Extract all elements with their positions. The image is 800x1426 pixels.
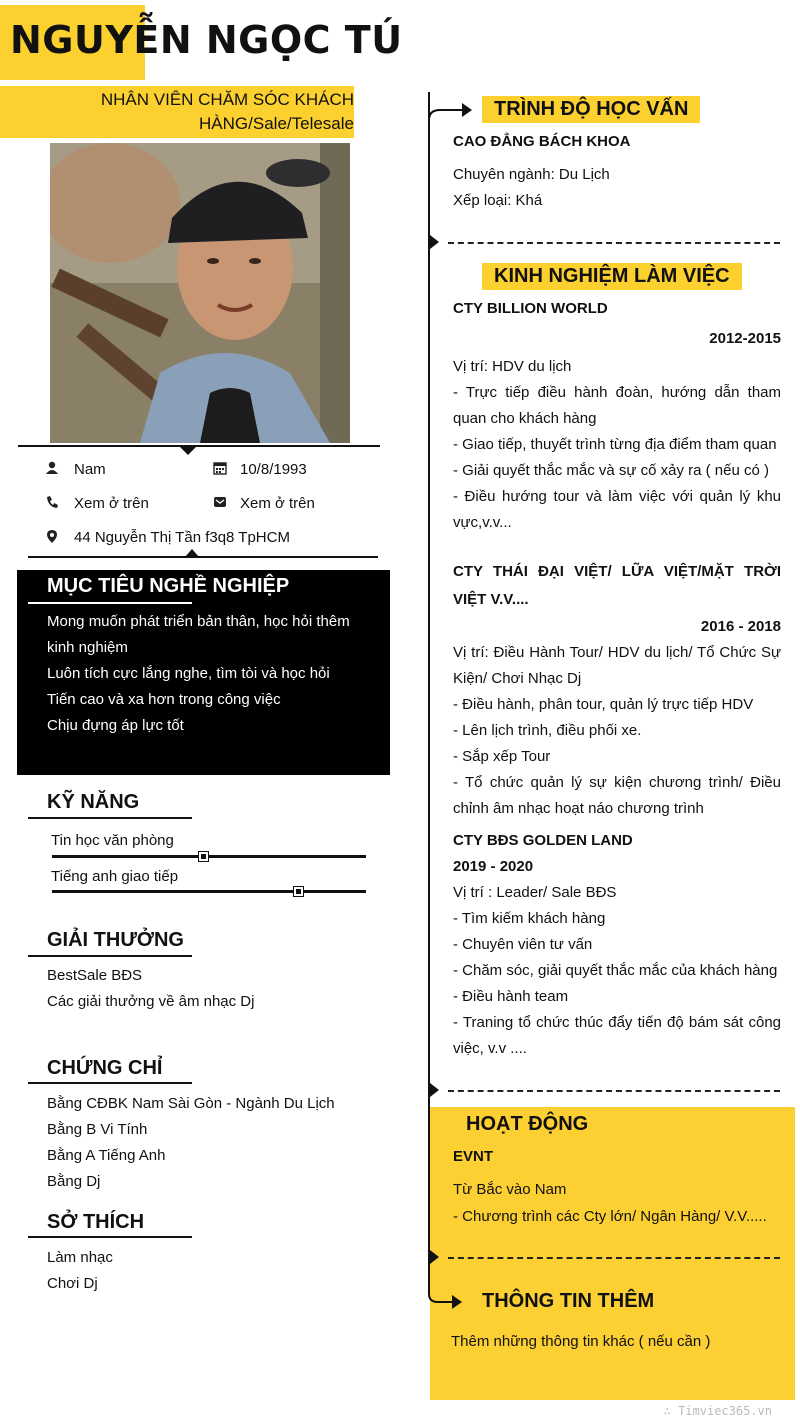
- job-title-line-1: NHÂN VIÊN CHĂM SÓC KHÁCH: [100, 90, 354, 109]
- skill-label: Tin học văn phòng: [51, 832, 174, 849]
- experience-job-1: [453, 296, 781, 536]
- objective-line: Luôn tích cực lắng nghe, tìm tòi và học hỏi: [47, 665, 330, 682]
- certificates-title: CHỨNG CHỈ: [47, 1057, 163, 1079]
- hobby-item: Làm nhạc: [47, 1249, 113, 1266]
- skill-bar: [52, 890, 366, 893]
- additional-info-title: THÔNG TIN THÊM: [482, 1290, 655, 1312]
- objective-line: Chịu đựng áp lực tốt: [47, 717, 184, 734]
- job-company: CTY THÁI ĐẠI VIỆT/ LỮA VIỆT/MẶT TRỜI VIỆT V.V....: [453, 563, 781, 608]
- timeline-end-arrow-icon: [428, 1280, 464, 1310]
- job-company: CTY BĐS GOLDEN LAND: [453, 832, 633, 849]
- award-item: BestSale BĐS: [47, 967, 143, 984]
- info-top-line: [18, 445, 380, 447]
- job-duty: - Traning tổ chức thúc đẩy tiến độ bám sát công việc, v.v ....: [453, 1014, 781, 1057]
- awards-title-underline: [28, 955, 192, 957]
- job-period: 2019 - 2020: [453, 858, 534, 875]
- objective-title: MỤC TIÊU NGHỀ NGHIỆP: [47, 575, 290, 597]
- profile-photo: [50, 143, 350, 443]
- watermark: [664, 1404, 772, 1418]
- education-major: Chuyên ngành: Du Lịch: [453, 166, 610, 183]
- skill-bar: [52, 855, 366, 858]
- skill-level-marker: [293, 886, 304, 897]
- experience-job-2: [453, 558, 781, 822]
- certificates-list: [47, 1091, 335, 1195]
- job-period: 2016 - 2018: [700, 618, 781, 635]
- job-position: Vị trí: HDV du lịch: [453, 358, 572, 375]
- phone-icon: [45, 495, 59, 509]
- job-period: 2012-2015: [709, 330, 781, 347]
- timeline-arrow-icon: [428, 98, 474, 122]
- objective-line: Mong muốn phát triển bản thân, học hỏi thêm: [47, 613, 350, 630]
- hobby-item: Chơi Dj: [47, 1275, 98, 1292]
- certificates-title-underline: [28, 1082, 192, 1084]
- job-company: CTY BILLION WORLD: [453, 300, 608, 317]
- hobbies-title-underline: [28, 1236, 192, 1238]
- awards-title: GIẢI THƯỞNG: [47, 929, 184, 951]
- additional-info-text: Thêm những thông tin khác ( nếu cần ): [451, 1333, 711, 1350]
- address-value: 44 Nguyễn Thị Tần f3q8 TpHCM: [74, 529, 290, 546]
- job-duty: - Tìm kiếm khách hàng: [453, 910, 606, 927]
- certificate-item: Bằng A Tiếng Anh: [47, 1147, 166, 1164]
- skill-level-marker: [198, 851, 209, 862]
- gender-value: Nam: [74, 461, 106, 478]
- email-value: Xem ở trên: [240, 495, 315, 512]
- education-title: TRÌNH ĐỘ HỌC VẤN: [482, 96, 700, 123]
- award-item: Các giải thưởng về âm nhạc Dj: [47, 993, 255, 1010]
- objective-line: Tiến cao và xa hơn trong công việc: [47, 691, 281, 708]
- objective-list: [47, 609, 377, 739]
- job-duty: - Tổ chức quản lý sự kiện chương trình/ Điều chỉnh âm nhạc hoạt náo chương trình: [453, 774, 781, 817]
- section-divider: [448, 1090, 780, 1092]
- candidate-name: NGUYỄN NGỌC TÚ: [10, 18, 403, 62]
- hobbies-title: SỞ THÍCH: [47, 1211, 145, 1233]
- calendar-icon: [213, 461, 227, 475]
- job-duty: - Giao tiếp, thuyết trình từng địa điểm tham quan: [453, 436, 777, 453]
- email-icon: [213, 495, 227, 509]
- experience-job-3: [453, 828, 781, 1062]
- skills-title: KỸ NĂNG: [47, 791, 140, 813]
- certificate-item: Bằng Dj: [47, 1173, 101, 1190]
- timeline-marker: [430, 1083, 439, 1097]
- job-duty: - Điều hướng tour và làm việc với quản lý khu vực,v.v...: [453, 488, 781, 531]
- awards-list: [47, 963, 254, 1015]
- birthday-value: 10/8/1993: [240, 461, 307, 478]
- info-bottom-line: [28, 556, 378, 558]
- phone-value: Xem ở trên: [74, 495, 149, 512]
- section-divider: [448, 242, 780, 244]
- education-grade: Xếp loại: Khá: [453, 192, 543, 209]
- objective-line: kinh nghiệm: [47, 639, 128, 656]
- job-duty: - Chuyên viên tư vấn: [453, 936, 593, 953]
- objective-title-underline: [28, 602, 192, 604]
- watermark-logo-icon: ∴: [663, 1404, 679, 1418]
- certificate-item: Bằng B Vi Tính: [47, 1121, 148, 1138]
- experience-title: KINH NGHIỆM LÀM VIỆC: [482, 263, 742, 290]
- activities-org: EVNT: [453, 1148, 494, 1165]
- job-duty: - Điều hành team: [453, 988, 569, 1005]
- certificate-item: Bằng CĐBK Nam Sài Gòn - Ngành Du Lịch: [47, 1095, 335, 1112]
- timeline-marker: [430, 235, 439, 249]
- job-title: [14, 88, 354, 136]
- location-pin-icon: [45, 529, 59, 543]
- job-duty: - Lên lịch trình, điều phối xe.: [453, 722, 642, 739]
- person-icon: [45, 461, 59, 475]
- job-duty: - Chăm sóc, giải quyết thắc mắc của khách hàng: [453, 962, 778, 979]
- skills-title-underline: [28, 817, 192, 819]
- job-position: Vị trí : Leader/ Sale BĐS: [453, 884, 617, 901]
- skill-label: Tiếng anh giao tiếp: [51, 868, 179, 885]
- education-school: CAO ĐẲNG BÁCH KHOA: [453, 133, 631, 150]
- job-duty: - Sắp xếp Tour: [453, 748, 551, 765]
- hobbies-list: [47, 1245, 113, 1297]
- info-top-pointer: [180, 447, 196, 455]
- job-title-line-2: HÀNG/Sale/Telesale: [199, 114, 354, 133]
- watermark-text: Timviec365.vn: [678, 1404, 772, 1418]
- timeline-line: [428, 92, 430, 1292]
- job-duty: - Trực tiếp điều hành đoàn, hướng dẫn tham quan cho khách hàng: [453, 384, 781, 427]
- job-duty: - Giải quyết thắc mắc và sự cố xảy ra ( nếu có ): [453, 462, 769, 479]
- job-duty: - Điều hành, phân tour, quản lý trực tiếp HDV: [453, 696, 754, 713]
- timeline-marker: [430, 1250, 439, 1264]
- section-divider: [448, 1257, 780, 1259]
- activities-line: - Chương trình các Cty lớn/ Ngân Hàng/ V.V.....: [453, 1208, 767, 1225]
- activities-title: HOẠT ĐỘNG: [466, 1113, 589, 1135]
- job-position: Vị trí: Điều Hành Tour/ HDV du lịch/ Tổ Chức Sự Kiện/ Chơi Nhạc Dj: [453, 644, 781, 687]
- activities-line: Từ Bắc vào Nam: [453, 1181, 567, 1198]
